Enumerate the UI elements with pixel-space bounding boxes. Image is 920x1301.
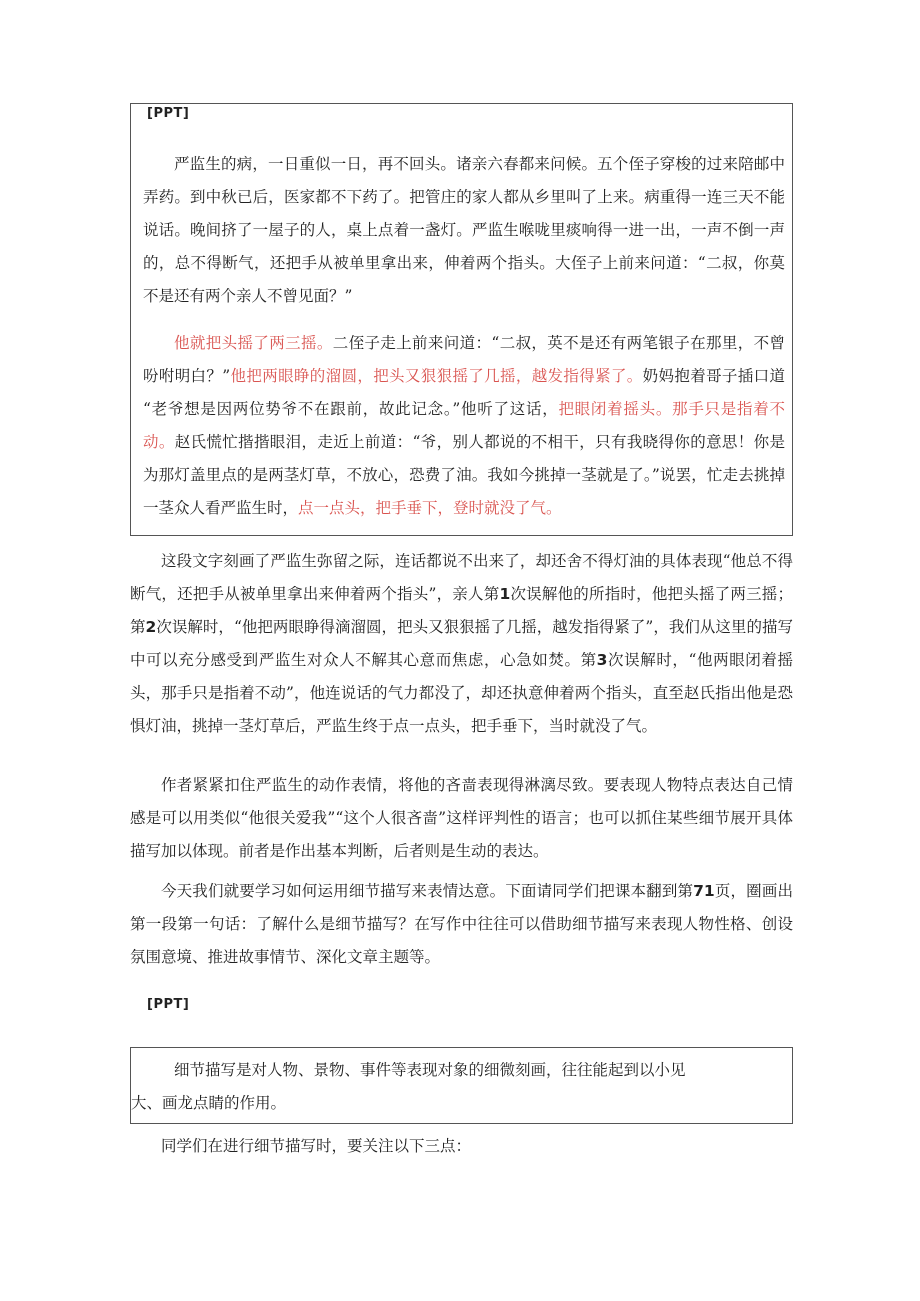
count-2: 2 bbox=[145, 618, 157, 636]
highlight-eyes-closed: 把眼闭着摇头。那手只是指着不动。 bbox=[143, 400, 785, 451]
analysis-text-d: 次误解时，“他两眼闭着摇头，那手只是指着不动”，他连说话的气力都没了，却还执意伸着两个指头，直至赵氏指出他是恐惧灯油，挑掉一茎灯草后，严监生终于点一点头，把手垂下，当时就没了气。 bbox=[130, 651, 793, 735]
lesson-intro-paragraph bbox=[130, 875, 793, 974]
definition-line-2: 大、画龙点睛的作用。 bbox=[131, 1094, 287, 1112]
lesson-text-b: 页，圈画出第一段第一句话：了解什么是细节描写？在写作中往往可以借助细节描写来表现人物性格、创设氛围意境、推进故事情节、深化文章主题等。 bbox=[130, 882, 793, 966]
count-1: 1 bbox=[499, 585, 511, 603]
definition-box bbox=[130, 1047, 793, 1124]
novel-excerpt-paragraph-2 bbox=[143, 327, 785, 525]
ppt-label-1: [PPT] bbox=[147, 106, 190, 121]
analysis-text-c: 次误解时，“他把两眼睁得滴溜圆，把头又狠狠摇了几摇，越发指得紧了”，我们从这里的描写中可以充分感受到严监生对众人不解其心意而焦虑，心急如焚。第 bbox=[130, 618, 793, 669]
highlight-eyes-wide: 他把两眼睁的溜圆，把头又狠狠摇了几摇，越发指得紧了。 bbox=[230, 367, 643, 385]
second-nephew-question: 二侄子走上前来问道：“二叔，英不是还有两笔银子在那里，不曾吩咐明白？” bbox=[143, 334, 785, 385]
highlight-shake-head: 他就把头摇了两三摇。 bbox=[174, 334, 333, 352]
highlight-nod-death: 点一点头，把手垂下，登时就没了气。 bbox=[298, 499, 562, 517]
zhao-response: 赵氏慌忙揩揩眼泪，走近上前道：“爷，别人都说的不相干，只有我晓得你的意思！你是为那灯盖里点的是两茎灯草，不放心，恐费了油。我如今挑掉一茎就是了。”说罢，忙走去挑掉一茎众人看严监生时， bbox=[143, 433, 785, 517]
nanny-interjection: 奶妈抱着哥子插口道 “老爷想是因两位势爷不在跟前，故此记念。”他听了这话， bbox=[143, 367, 785, 418]
count-3: 3 bbox=[596, 651, 608, 669]
analysis-paragraph-1 bbox=[130, 545, 793, 743]
analysis-text-a: 这段文字刻画了严监生弥留之际，连话都说不出来了，却还舍不得灯油的具体表现“他总不得断气，还把手从被单里拿出来伸着两个指头”，亲人第 bbox=[130, 552, 793, 603]
lesson-text-a: 今天我们就要学习如何运用细节描写来表情达意。下面请同学们把课本翻到第 bbox=[161, 882, 694, 900]
closing-paragraph: 同学们在进行细节描写时，要关注以下三点： bbox=[161, 1137, 472, 1155]
novel-excerpt-paragraph-1: 严监生的病，一日重似一日，再不回头。诸亲六春都来问候。五个侄子穿梭的过来陪邮中弄药。到中秋已后，医家都不下药了。把管庄的家人都从乡里叫了上来。病重得一连三天不能说话。晚间挤了一屋子的人，桌上点着一盏灯。严监生喉咙里痰响得一进一出，一声不倒一声的，总不得断气，还把手从被单里拿出来，伸着两个指头。大侄子上前来问道：“二叔，你莫不是还有两个亲人不曾见面？” bbox=[143, 155, 785, 305]
analysis-paragraph-2: 作者紧紧扣住严监生的动作表情，将他的吝啬表现得淋漓尽致。要表现人物特点表达自己情感是可以用类似“他很关爱我”“这个人很吝啬”这样评判性的语言；也可以抓住某些细节展开具体描写加以体现。前者是作出基本判断，后者则是生动的表达。 bbox=[130, 776, 793, 860]
definition-line-1: 细节描写是对人物、景物、事件等表现对象的细微刻画，往往能起到以小见 bbox=[174, 1061, 686, 1079]
ppt-label-2: [PPT] bbox=[147, 997, 190, 1012]
analysis-text-b: 次误解他的所指时，他把头摇了两三摇；第 bbox=[130, 585, 793, 636]
page-number: 71 bbox=[693, 882, 715, 900]
